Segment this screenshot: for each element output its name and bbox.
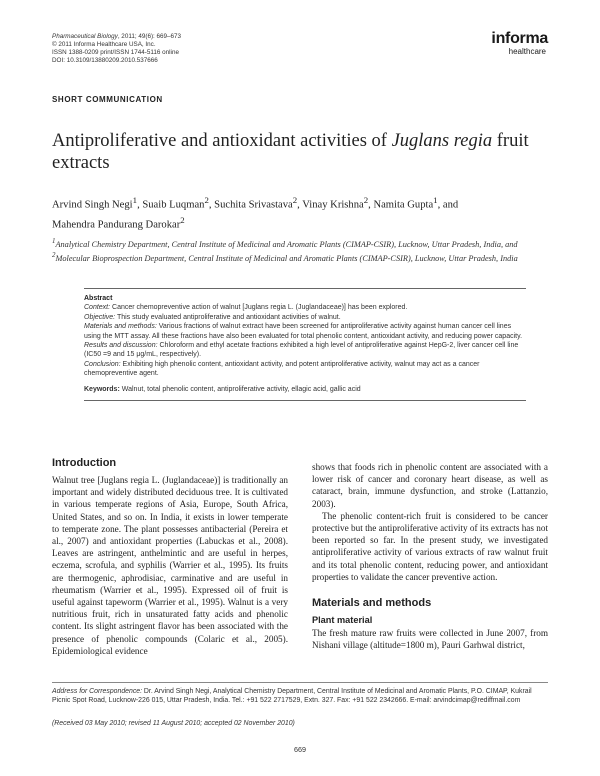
body-paragraph: shows that foods rich in phenolic content are associated with a lower risk of cancer and coronary heart disease, as well as cataract, brain, immune dysfunction, and stroke (Lattanzio, 2003).: [312, 462, 548, 509]
journal-citation: Pharmaceutical Biology, 2011; 49(6): 669–673: [52, 33, 182, 40]
article-title: Antiproliferative and antioxidant activities of Juglans regia fruit extracts: [52, 131, 529, 173]
author-list: Arvind Singh Negi$^1$, Suaib Luqman$^2$, Suchita Srivastava$^2$, Vinay Krishna$^2$, Namita Gupta$^1$, and Mahendra Pandurang Darokar$^2$: [52, 195, 459, 231]
plant-material-heading: Plant material: [312, 615, 373, 626]
article-type: SHORT COMMUNICATION: [52, 95, 163, 104]
abstract-results: Results and discussion: Chloroform and ethyl acetate fractions exhibited a high level of antiproliferative against HepG-2, liver cancer cell line (IC50 =9 and 15 μg/mL, respectively).: [84, 342, 519, 359]
plant-material-paragraph: The fresh mature raw fruits were collected in June 2007, from Nishani village (altitude=1800 m), Pauri Garhwal district,: [312, 628, 548, 651]
abstract-objective: Objective: This study evaluated antiproliferative and antioxidant activities of walnut.: [84, 313, 341, 321]
affiliations: $^1$Analytical Chemistry Department, Central Institute of Medicinal and Aromatic Plants (CIMAP-CSIR), Lucknow, Uttar Pradesh, India, and $^2$Molecular Bioprospection Department, Central Institute of Medicinal and Aromatic Plants (CIMAP-CSIR), Lucknow, Uttar Pradesh, India: [52, 238, 518, 263]
keywords: Keywords: Walnut, total phenolic content, antiproliferative activity, ellagic acid, gallic acid: [84, 385, 361, 393]
introduction-paragraph: Walnut tree [Juglans regia L. (Juglandaceae)] is traditionally an important and widely distributed deciduous tree. It is cultivated in various temperate regions of Asia, Europe, South Africa, United States, and so on. In India, it exists in lower temperate to temperate zone. The plant possesses antibacterial (Pereira et al., 2007) and antioxidant properties (Labuckas et al., 2008). Leaves are astringent, anthelmintic and are useful in herpes, eczema, scrofula, and syphilis (Warrier et al., 1995). Its fruits are thermogenic, aphrodisiac, carminative and are useful in rheumatism (Warrier et al., 1995). Expressed oil of fruit is useful against tapeworm (Warrier et al., 1995). Walnut is a very nutritious fruit, rich in unsaturated fatty acids and phenolic content. Its slight astringent flavor has been associated with the presence of phenolic compounds (Colaric et al., 2005). Epidemiological evidence: [52, 475, 288, 656]
author: Namita Gupta: [373, 199, 434, 211]
left-column: [52, 457, 288, 657]
author: Arvind Singh Negi: [52, 199, 133, 211]
page-number: 669: [294, 745, 306, 754]
abstract-conclusion: Conclusion: Exhibiting high phenolic content, antioxidant activity, and potent antiproliferative activity, walnut may act as a cancer chemopreventive agent.: [84, 360, 480, 378]
abstract-methods: Materials and methods: Various fractions of walnut extract have been screened for antiproliferative activity against human cancer cell lines using the MTT assay. All these fractions have also been evaluated for total phenolic content, antioxidant activity, and reducing power capacity.: [84, 323, 523, 340]
author: Mahendra Pandurang Darokar: [52, 219, 181, 231]
received-dates: (Received 03 May 2010; revised 11 August 2010; accepted 02 November 2010): [52, 720, 295, 727]
right-column: [312, 461, 548, 651]
doi-line: DOI: 10.3109/13880209.2010.537666: [52, 57, 158, 65]
correspondence-address: Address for Correspondence: Dr. Arvind Singh Negi, Analytical Chemistry Department, Central Institute of Medicinal and Aromatic Plants, P.O. CIMAP, Kukrail Picnic Spot Road, Lucknow-226 015, Uttar Pradesh, India. Tel.: +91 522 2717529, Extn. 327. Fax: +91 522 2342666. E-mail: arvindcimap@rediffmail.com: [52, 688, 532, 705]
journal-info: [52, 33, 352, 65]
author: Suaib Luqman: [142, 199, 205, 211]
methods-heading: Materials and methods: [312, 597, 432, 610]
author: Suchita Srivastava: [214, 199, 293, 211]
abstract-context: Context: Cancer chemopreventive action of walnut [Juglans regia L. (Juglandaceae)] has been explored.: [84, 304, 408, 312]
abstract-box: [84, 288, 526, 401]
author: Vinay Krishna: [302, 199, 364, 211]
abstract-heading: Abstract: [84, 295, 113, 302]
copyright-line: © 2011 Informa Healthcare USA, Inc.: [52, 41, 156, 49]
issn-line: ISSN 1388-0209 print/ISSN 1744-5116 online: [52, 49, 179, 57]
footnote-rule: [52, 682, 548, 683]
body-paragraph: The phenolic content-rich fruit is considered to be cancer protective but the antiproliferative activity of its extracts has not been reported so far. In the present study, we investigated antiproliferative activity of various extracts of raw walnut fruit and its total phenolic content, reducing power, and antioxidant properties to validate the cancer preventive action.: [312, 510, 548, 582]
introduction-heading: Introduction: [52, 457, 117, 469]
publisher-logo: informa healthcare: [491, 30, 548, 56]
